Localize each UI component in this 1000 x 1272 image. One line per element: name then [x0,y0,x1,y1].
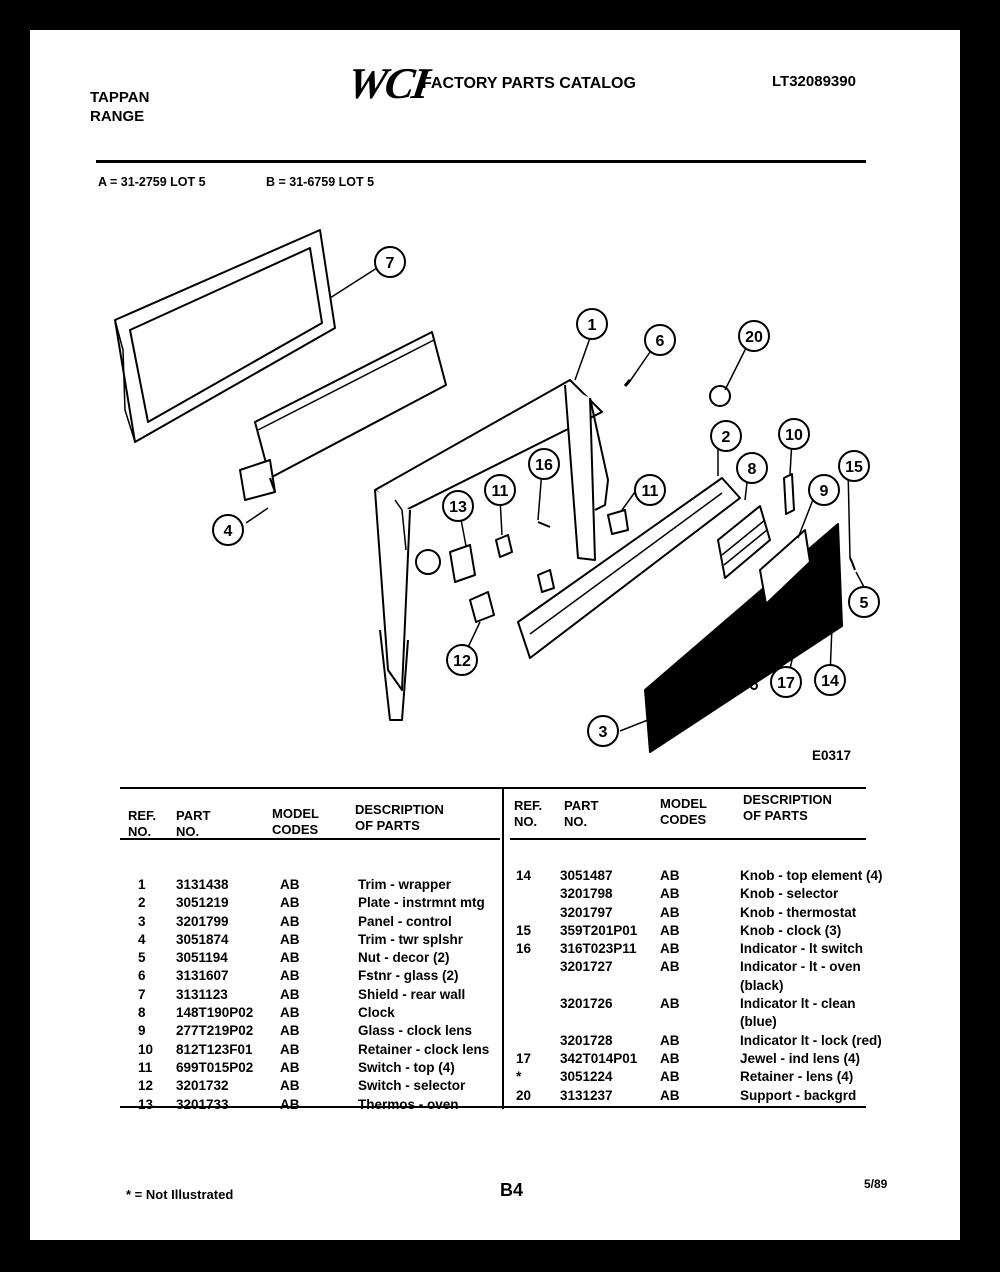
table-row [138,1060,508,1078]
table-header-rule-right [510,838,866,840]
table-row [516,886,900,904]
table-row [516,959,900,977]
ref-cell: 4 [138,931,146,947]
part-lens-retainer [784,474,794,514]
model-codes-cell: AB [280,931,300,947]
callout-17 [771,667,801,697]
ref-cell: 3 [138,913,146,929]
part-number-cell: 3051194 [176,950,228,966]
ref-cell: 16 [516,941,532,957]
callout-6-label: 6 [655,333,665,350]
ref-cell [516,959,560,977]
description-cell: Knob - top element (4) [740,868,883,883]
ref-cell: 14 [516,868,532,883]
model-codes-cell: AB [660,1069,680,1085]
table-row [516,1033,900,1051]
description-cell: Plate - instrmnt mtg [358,895,485,911]
part-instrument-plate [518,478,740,658]
callout-8 [737,453,767,483]
model-codes-cell: AB [280,1023,300,1039]
table-row [138,950,508,968]
lot-a: A = 31-2759 LOT 5 [98,175,206,189]
ref-cell [516,905,560,923]
callout-20-label: 20 [745,329,763,346]
ref-cell [516,978,560,996]
table-row [138,1042,508,1060]
part-number-cell: 3131438 [176,877,229,892]
callout-15-label: 15 [845,459,863,476]
callout-11-right [635,475,665,505]
wci-logo: WCI [344,59,432,108]
table-row [138,968,508,986]
part-number-cell: 3201727 [560,959,613,975]
ref-cell [516,996,560,1014]
model-codes-cell: AB [660,868,680,883]
model-codes-cell: AB [660,922,680,938]
model-codes-cell [660,978,740,996]
part-top-switch-right [608,510,628,534]
table-row [138,987,508,1005]
part-wrapper-trim [375,380,608,720]
description-cell: Switch - selector [358,1078,466,1094]
exploded-parts-diagram [30,30,960,790]
callout-10-label: 10 [785,427,803,444]
table-row [138,1023,508,1041]
callout-10 [779,419,809,449]
callout-6 [645,325,675,355]
model-codes-cell [660,1014,740,1032]
th-model-right: MODEL CODES [660,796,707,827]
ref-cell: 6 [138,968,146,984]
callout-2-label: 2 [721,429,731,446]
th-desc-right: DESCRIPTION OF PARTS [743,792,832,823]
lot-b: B = 31-6759 LOT 5 [266,175,375,189]
description-cell: Trim - twr splshr [358,931,464,947]
description-cell: Knob - selector [740,886,839,902]
callout-12-label: 12 [453,653,471,670]
description-cell: Thermos - oven [358,1096,459,1112]
description-cell: Indicator lt - lock (red) [740,1032,882,1048]
th-part-right: PART NO. [564,798,599,829]
model-codes-cell: AB [280,913,300,929]
ref-cell: 10 [138,1041,154,1057]
callout-13-label: 13 [449,499,467,516]
callout-4 [213,515,243,545]
model-codes-cell: AB [660,1050,680,1066]
part-number-cell: 3131607 [176,968,229,984]
callout-7-label: 7 [385,255,395,272]
table-row [516,1014,900,1032]
parts-table-left [138,877,508,1115]
callout-15 [839,451,869,481]
part-number-cell: 3201732 [176,1078,229,1094]
table-row [516,1051,900,1069]
part-top-switch-left [496,535,512,557]
callout-3-label: 3 [598,724,608,741]
th-desc-left: DESCRIPTION OF PARTS [355,802,444,833]
part-number-cell: 316T023P11 [560,941,637,957]
ref-cell: 2 [138,895,146,911]
callout-9-label: 9 [819,483,829,500]
description-cell: Jewel - ind lens (4) [740,1050,861,1066]
ref-cell [516,1033,560,1051]
model-codes-cell: AB [280,895,300,911]
table-row [516,1088,900,1106]
table-row [138,877,508,895]
page-number: B4 [500,1180,524,1200]
callout-16 [529,449,559,479]
callout-8-label: 8 [747,461,757,478]
model-codes-cell: AB [280,950,300,966]
callout-11-left [485,475,515,505]
table-row [138,1078,508,1096]
th-ref-left: REF. NO. [128,808,157,839]
part-number-cell [560,978,660,996]
ref-cell: * [516,1069,522,1085]
description-cell: Indicator - lt - oven [740,959,861,975]
part-number-cell: 3051487 [560,868,613,883]
part-backguard-support [710,386,730,406]
model-codes-cell: AB [280,1096,300,1112]
description-cell: Indicator - lt switch [740,941,864,957]
parts-table-right [516,868,900,1106]
part-number-cell: 3201733 [176,1096,229,1112]
callout-16-label: 16 [535,457,553,474]
table-row [138,1097,508,1115]
callout-13 [443,491,473,521]
model-codes-cell: AB [660,886,680,902]
part-knob [538,570,554,592]
part-number-cell: 3201797 [560,904,613,920]
part-number-cell: 3201726 [560,996,613,1012]
part-indicator [538,522,550,527]
description-cell: Glass - clock lens [358,1023,473,1039]
ref-cell: 9 [138,1023,146,1039]
callout-11b-label: 11 [641,483,659,500]
footnote: * = Not Illustrated [126,1187,234,1202]
part-number-cell: 3201798 [560,886,613,902]
model-codes-cell: AB [280,1005,300,1021]
description-cell: Nut - decor (2) [358,950,450,966]
brand-line-1: TAPPAN [90,89,150,106]
ref-cell [516,886,560,904]
model-codes-cell: AB [280,1059,300,1075]
ref-cell [516,1014,560,1032]
ref-cell: 17 [516,1050,532,1066]
model-codes-cell: AB [280,968,300,984]
description-cell: Switch - top (4) [358,1059,455,1075]
callout-2 [711,421,741,451]
model-codes-cell: AB [660,941,680,957]
ref-cell: 7 [138,986,146,1002]
th-part-left: PART NO. [176,808,211,839]
part-number-cell: 3201728 [560,1032,613,1048]
table-row [516,868,900,886]
model-codes-cell: AB [660,904,680,920]
callout-9 [809,475,839,505]
brand-line-2: RANGE [90,108,145,125]
model-number: LT32089390 [772,73,856,90]
callout-7 [375,247,405,277]
table-top-rule [120,787,866,789]
part-jewel [794,638,798,642]
description-cell: Retainer - clock lens [358,1041,490,1057]
model-codes-cell: AB [280,877,300,892]
ref-cell: 13 [138,1096,154,1112]
ref-cell: 12 [138,1078,154,1094]
catalog-title: FACTORY PARTS CATALOG [422,75,636,92]
callout-5-label: 5 [859,595,869,612]
part-number-cell: 277T219P02 [176,1023,254,1039]
part-number-cell: 148T190P02 [176,1005,254,1021]
table-row [516,1069,900,1087]
description-cell: (blue) [740,1014,777,1030]
ref-cell: 15 [516,922,532,938]
description-cell: Knob - thermostat [740,904,857,920]
ref-cell: 1 [138,877,146,892]
part-number-cell: 699T015P02 [176,1059,254,1075]
table-row [516,996,900,1014]
model-codes-cell: AB [660,959,680,975]
description-cell: Knob - clock (3) [740,922,842,938]
th-model-left: MODEL CODES [272,806,319,837]
part-number-cell: 3131123 [176,986,228,1002]
table-row [516,905,900,923]
part-number-cell: 812T123F01 [176,1041,253,1057]
model-codes-cell: AB [280,986,300,1002]
part-number-cell: 342T014P01 [560,1050,638,1066]
description-cell: Support - backgrd [740,1087,857,1103]
part-thermostat [416,545,475,582]
model-codes-cell: AB [660,1032,680,1048]
callout-11a-label: 11 [491,483,509,500]
callout-14 [815,665,845,695]
ref-cell: 11 [138,1059,153,1075]
description-cell: Retainer - lens (4) [740,1069,854,1085]
table-row [516,941,900,959]
description-cell: Clock [358,1005,395,1021]
ref-cell: 5 [138,950,146,966]
diagram-code: E0317 [812,748,852,763]
model-codes-cell: AB [280,1078,300,1094]
catalog-page [30,30,960,1240]
model-codes-cell: AB [660,996,680,1012]
description-cell: Shield - rear wall [358,986,466,1002]
callout-20 [739,321,769,351]
callout-3 [588,716,618,746]
table-row [516,978,900,996]
callout-5 [849,587,879,617]
table-row [138,932,508,950]
callout-4-label: 4 [223,523,233,540]
part-selector-switch [470,592,494,622]
table-row [138,895,508,913]
part-number-cell: 359T201P01 [560,922,638,938]
part-decor-nut [850,558,855,570]
model-codes-cell: AB [660,1087,680,1103]
model-codes-cell: AB [280,1041,300,1057]
table-row [516,923,900,941]
part-number-cell [560,1014,660,1032]
ref-cell: 20 [516,1087,532,1103]
description-cell: Indicator lt - clean [740,996,856,1012]
part-number-cell: 3201799 [176,913,229,929]
callout-17-label: 17 [777,675,795,692]
description-cell: Panel - control [358,913,452,929]
description-cell: (black) [740,977,784,993]
callout-1 [577,309,607,339]
ref-cell: 8 [138,1005,146,1021]
revision-date: 5/89 [864,1177,888,1191]
part-lens-fastener [751,683,757,689]
description-cell: Trim - wrapper [358,877,452,892]
callout-14-label: 14 [821,673,839,690]
part-number-cell: 3051224 [560,1069,613,1085]
callout-12 [447,645,477,675]
callout-1-label: 1 [587,317,597,334]
part-number-cell: 3131237 [560,1087,613,1103]
part-number-cell: 3051874 [176,931,229,947]
th-ref-right: REF. NO. [514,798,543,829]
table-row [138,914,508,932]
table-row [138,1005,508,1023]
description-cell: Fstnr - glass (2) [358,968,459,984]
part-number-cell: 3051219 [176,895,229,911]
